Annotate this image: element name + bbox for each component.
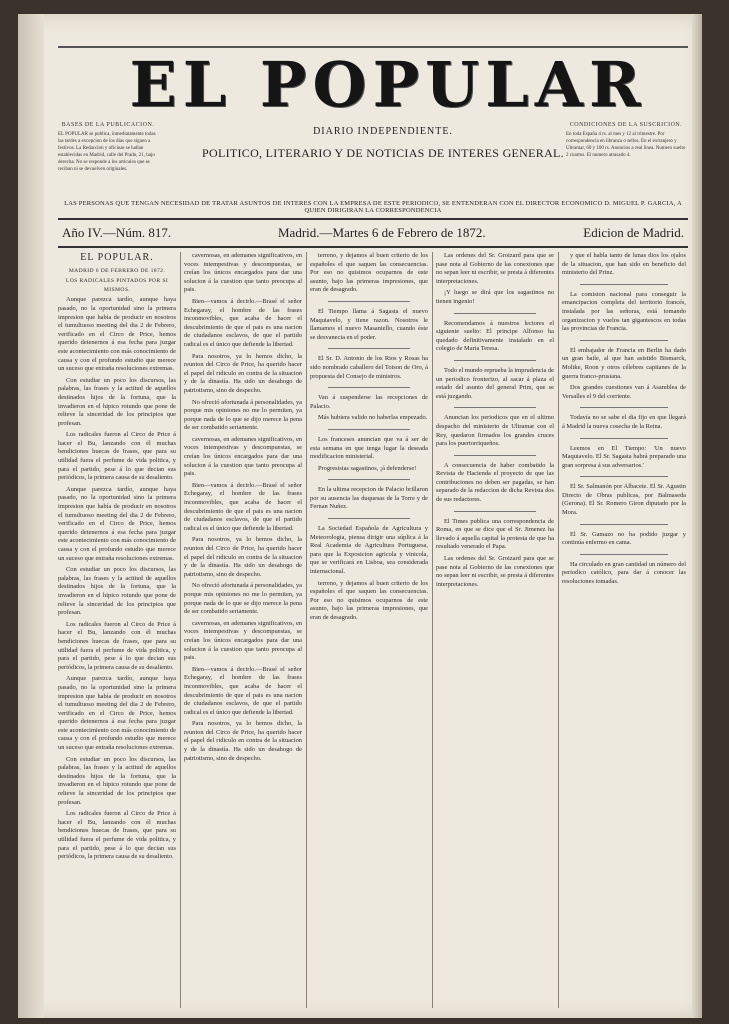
issue-number: Año IV.—Núm. 817. [62, 225, 172, 240]
section-rule [580, 407, 668, 408]
article-paragraph: Dos grandes cuestiones van á Asamblea de Versalles el 9 del corriente. [562, 384, 686, 400]
section-rule [454, 360, 536, 361]
section-rule [454, 455, 536, 456]
article-paragraph: Bien—vamos á decirlo.—Brasé el señor Echegaray, el hombre de las frases inconmovibles, que acaba de hacer el descubrimiento de que el pais es una nacion de ciudadanos esclavos, de que el partido radical es el único que defiende la libertad. [184, 665, 302, 716]
column-2 [184, 252, 302, 1008]
column-5 [562, 252, 686, 1008]
section-rule [454, 313, 536, 314]
article-paragraph: El embajador de Francia en Berlin ha dado un gran baile, al que han asistido Bismarck, Moltke, Roon y otros célebres capitanes de la guerra franco-prusiana. [562, 346, 686, 380]
section-rule [454, 407, 536, 408]
article-paragraph: El Sr. Salmanón por Albacete. El Sr. Agustin Directo de Obras publicas, por Balmaseda (Gerona). El Sr. Romero Giron diputado por la Mora. [562, 483, 686, 517]
publication-bases-title: BASES DE LA PUBLICACION. [61, 122, 155, 128]
article-paragraph: Con estudiar un poco los discursos, las palabras, las frases y la actitud de aquellos destinados hijos de la fortuna, que la invadieron en el hipico rotundo que pone de relieve la sinceridad de los principios que profesan. [58, 566, 176, 617]
column-3 [310, 252, 428, 1008]
publication-bases-text: EL POPULAR se publica, inmediatamente todas las tardes a excepcion de los dias que siguen a festivos. La Redaccion y oficinas se hallan establecidas en Madrid, calle del Prado, 21, bajo derecha. No se responde a los articulos que se reciban ni se devuelven originales. [58, 132, 156, 172]
article-paragraph: Leemos en El Tiempo: 'Un nuevo Maquiavelo. El Sr. Sagasta habrá preparado una gran sorpresa á sus adversarios.' [562, 444, 686, 469]
article-paragraph: y que el habla tanto de lunas dios los ojalos de la situacion, que han sido en beneficio del ministerio del Prinz. [562, 252, 686, 277]
issue-date: Madrid.—Martes 6 de Febrero de 1872. [278, 225, 486, 240]
article-paragraph: Más hubiera valido no haberlas empezado. [318, 414, 428, 422]
article-paragraph: Los radicales fueron al Circo de Price á hacer el Bu, lanzando con él muchas bendiciones huecas de frases, que para su utilidad fuera el perfume de vida politica, y para el partido, pese á lo que decian sus periódicos, la primera causa de su desaliento. [58, 620, 176, 671]
column-divider [306, 252, 307, 1008]
article-paragraph: En la ultima recepcion de Palacio brillaron por su ausencia las duquesas de la Torre y de Fernan Nuñez. [310, 486, 428, 511]
article-paragraph: Progresistas sagastinos, ¡á defenderse! [318, 464, 417, 472]
publication-bases-box [58, 122, 158, 173]
article-paragraph: cavernosas, en ademanes significativos, en voces intempestivas y descompuestas, se creían los únicos encargados para dar una solucion á la cuestion que tanto preocupa al pais. [184, 252, 302, 294]
article-paragraph: Van á suspenderse las recepciones de Palacio. [310, 394, 428, 410]
section-rule [580, 284, 668, 285]
page-edge [692, 14, 702, 1018]
article-paragraph: Recomendamos á nuestros lectores el siguiente suelto: El principe Alfonso ha quedado definitivamente instalado en el colegio de Maria Teresa. [436, 319, 554, 353]
article-paragraph: Con estudiar un poco los discursos, las palabras, las frases y la actitud de aquellos destinados hijos de la fortuna, que la invadieron en el hipico rotundo que pone de relieve la sinceridad de los principios que profesan. [58, 755, 176, 806]
article-paragraph: Aunque parezca tardío, aunque haya pasado, no la oportunidad sino la primera impresion que había de producir en nosotros el tumultuoso meeting del dia 2 de Febrero, verificado en el Circo de Price, hemos querido detenernos á esa fecha para juzgar este acontecimiento con más conocimiento de causa y con el profundo estudio que merece un suceso que entraña resoluciones extremas. [58, 675, 176, 752]
column-1-subheading: LOS RADICALES PINTADOS POR SI MISMOS. [65, 278, 169, 293]
column-divider [558, 252, 559, 1008]
section-rule [580, 524, 668, 525]
subscription-box [566, 122, 686, 159]
article-paragraph: Aunque parezca tardío, aunque haya pasado, no la oportunidad sino la primera impresion que había de producir en nosotros el tumultuoso meeting del dia 2 de Febrero, verificado en el Circo de Price, hemos querido detenernos á esa fecha para juzgar este acontecimiento con más conocimiento de causa y con el profundo estudio que merece un suceso que entraña resoluciones extremas. [58, 296, 176, 373]
article-paragraph: No ofreció afortunada á personalidades, ya porque mis opiniones no me lo permiten, ya porque nada de lo que se dijo merece la pena de ser combatido seriamente. [184, 582, 302, 616]
article-paragraph: ¡Y luego se dirá que los sagastinos no tienen ingenio! [436, 289, 554, 305]
article-paragraph: terreno, y dejamos al buen criterio de los españoles el que saquen las consecuencias. Por eso no quisimos ocuparnos de este asunto, bajo las primeras impresiones, que eran de desagrado. [310, 252, 428, 294]
article-paragraph: El Times publica una correspondencia de Roma, en que se dice que el Sr. Jimenez ha llevado á aquella capital la protesta de que ha resultado venerado el Papa. [436, 517, 554, 551]
column-divider [180, 252, 181, 1008]
column-4 [436, 252, 554, 1008]
column-1 [58, 252, 176, 1008]
article-paragraph: El Sr. D. Antonio de los Rios y Rosas ha sido nombrado caballero del Toison de Oro, á propuesta del Consejo de ministros. [310, 355, 428, 380]
management-notice: LAS PERSONAS QUE TENGAN NECESIDAD DE TRATAR ASUNTOS DE INTERES CON LA EMPRESA DE ESTE PERIODICO, SE ENTENDERAN CON EL DIRECTOR ECONOMICO D. MIGUEL P. GARCIA, A QUIEN DIRIGIRAN LA CORRESPONDENCIA [64, 200, 682, 214]
article-paragraph: Los radicales fueron al Circo de Price á hacer el Bu, lanzando con él muchas bendiciones huecas de frases, que para su utilidad fuera el perfume de vida politica, y para el partido, pese á lo que decian sus periódicos, la primera causa de su desaliento. [58, 431, 176, 482]
article-paragraph: Aunque parezca tardío, aunque haya pasado, no la oportunidad sino la primera impresion que había de producir en nosotros el tumultuoso meeting del dia 2 de Febrero, verificado en el Circo de Price, hemos querido detenernos á esa fecha para juzgar este acontecimiento con más conocimiento de causa y con el profundo estudio que merece un suceso que entraña resoluciones extremas. [58, 485, 176, 562]
section-rule [580, 438, 668, 439]
section-rule [580, 340, 668, 341]
article-paragraph: Bien—vamos á decirlo.—Brasé el señor Echegaray, el hombre de las frases inconmovibles, que acaba de hacer el descubrimiento de que el pais es una nacion de ciudadanos esclavos, de que el partido radical es el único que defiende la libertad. [184, 481, 302, 532]
section-rule [328, 348, 410, 349]
article-paragraph: A consecuencia de haber combatido la Revista de Hacienda el proyecto de que las contribuciones no deben ser pagadas, se han separado de la redaccion de dicha Revista dos de sus redactores. [436, 461, 554, 504]
article-paragraph: Anuncian los periodicos que en el ultimo despacho del ministerio de Ultramar con el Rey, quedaron firmados los grandes cruces para los puertorriqueños. [436, 414, 554, 448]
article-paragraph: Para nosotros, ya lo hemos dicho, la reunion del Circo de Price, ha querido hacer el papel del ridiculo en contra de la situacion y de la dinastía. Ha sido un desahogo de patriotismo, sino de despecho. [184, 536, 302, 578]
article-paragraph: Todo el mundo reprueba la imprudencia de un periodico fronterizo, al sacar á plaza el estado del asunto del general Prim, que se está juzgando. [436, 366, 554, 400]
article-paragraph: Las ordenes del Sr. Groizard para que se pase nota al Gobierno de las conexiones que no sepan leer ni escribir, se presta á diferentes interpretaciones. [436, 252, 554, 285]
section-rule [580, 476, 668, 477]
edition-label: Edicion de Madrid. [583, 225, 684, 240]
column-1-heading: EL POPULAR. [80, 252, 154, 263]
section-rule [580, 554, 668, 555]
masthead-tagline: POLITICO, LITERARIO Y DE NOTICIAS DE INTERES GENERAL. [202, 146, 564, 160]
subscription-title: CONDICIONES DE LA SUSCRICION. [569, 122, 683, 128]
article-paragraph: Bien—vamos á decirlo.—Brasé el señor Echegaray, el hombre de las frases inconmovibles, que acaba de hacer el descubrimiento de que el pais es una nacion de ciudadanos esclavos, de que el partido radical es el único que defiende la libertad. [184, 297, 302, 348]
section-rule [454, 511, 536, 512]
article-paragraph: El Tiempo llama á Sagasta el nuevo Maquiavelo, y tiene razon. Nosotros le llamamos el nuevo Masaniello, cuando éste se desvanecia en el poder. [310, 307, 428, 341]
masthead-title: EL POPULAR [129, 48, 647, 121]
section-rule [328, 518, 410, 519]
section-rule [328, 301, 410, 302]
date-bar [58, 218, 688, 248]
article-paragraph: Los radicales fueron al Circo de Price á hacer el Bu, lanzando con él muchas bendiciones huecas de frases, que para su utilidad fuera el perfume de vida politica, y para el partido, pese á lo que decian sus periódicos, la primera causa de su desaliento. [58, 810, 176, 861]
article-paragraph: cavernosas, en ademanes significativos, en voces intempestivas y descompuestas, se creían los únicos encargados para dar una solucion á la cuestion que tanto preocupa al pais. [184, 619, 302, 662]
article-paragraph: La Sociedad Española de Agricultura y Meteorologia, piensa dirigir una súplica á la Real Academia de Agricultura Portuguesa, para que la Exposicion agricola y vinicola, que se verificará en Lisboa, sea considerada internacional. [310, 525, 428, 576]
article-paragraph: cavernosas, en ademanes significativos, en voces intempestivas y descompuestas, se creían los únicos encargados para dar una solucion á la cuestion que tanto preocupa al pais. [184, 435, 302, 478]
article-paragraph: Ha circulado en gran cantidad un número del periodico católico, para dar á conocer las resoluciones tomadas. [562, 560, 686, 586]
article-paragraph: Los franceses anuncian que va á ser de esta semana en que tenga lugar la deseada modificacion ministerial. [310, 435, 428, 461]
article-paragraph: No ofreció afortunada á personalidades, ya porque mis opiniones no me lo permiten, ya porque nada de lo que se dijo merece la pena de ser combatido seriamente. [184, 398, 302, 432]
column-divider [432, 252, 433, 1008]
subscription-text: En toda España 4 rs. al mes y 12 al trimestre. Por correspondencia en libranza o sellos. En el extranjero y Ultramar, 60 y 100 rs. Anuncios a real linea. Numero suelto 2 cuartos. El numero atrasado 4. [566, 132, 686, 158]
article-paragraph: Todavía no se sabe el dia fijo en que llegará á Madrid la nueva cosecha de la Reina. [562, 414, 686, 430]
article-paragraph: El Sr. Gamazo no ha podido juzgar y continúa enfermo en cama. [562, 530, 686, 547]
column-1-dateline: MADRID 6 DE FEBRERO DE 1872. [68, 267, 166, 274]
page-spine [18, 14, 44, 1018]
newspaper-page [18, 14, 702, 1018]
masthead-subtitle: DIARIO INDEPENDIENTE. [313, 126, 453, 137]
section-rule [328, 387, 410, 388]
article-paragraph: Con estudiar un poco los discursos, las palabras, las frases y la actitud de aquellos destinados hijos de la fortuna, que la invadieron en el hipico rotundo que pone de relieve la sinceridad de los principios que profesan. [58, 376, 176, 427]
section-rule [328, 479, 410, 480]
article-paragraph: La comision nacional para conseguir la emancipacion completa del territorio francés, instalada por las señoras, está tomando organizacion y vuelos tan gigantescos en todas las provincias de Francia. [562, 290, 686, 333]
section-rule [328, 429, 410, 430]
article-paragraph: Para nosotros, ya lo hemos dicho, la reunion del Circo de Price, ha querido hacer el papel del ridiculo en contra de la situacion y de la dinastía. Ha sido un desahogo de patriotismo, sino de despecho. [184, 352, 302, 394]
article-paragraph: Para nosotros, ya lo hemos dicho, la reunion del Circo de Price, ha querido hacer el papel del ridiculo en contra de la situacion y de la dinastía. Ha sido un desahogo de patriotismo, sino de despecho. [184, 720, 302, 762]
article-paragraph: terreno, y dejamos al buen criterio de los españoles el que saquen las consecuencias. Por eso no quisimos ocuparnos de este asunto, bajo las primeras impresiones, que eran de desagrado. [310, 579, 428, 621]
article-paragraph: Las ordenes del Sr. Groizard para que se pase nota al Gobierno de las conexiones que no sepan leer ni escribir, se presta á diferentes interpretaciones. [436, 555, 554, 588]
